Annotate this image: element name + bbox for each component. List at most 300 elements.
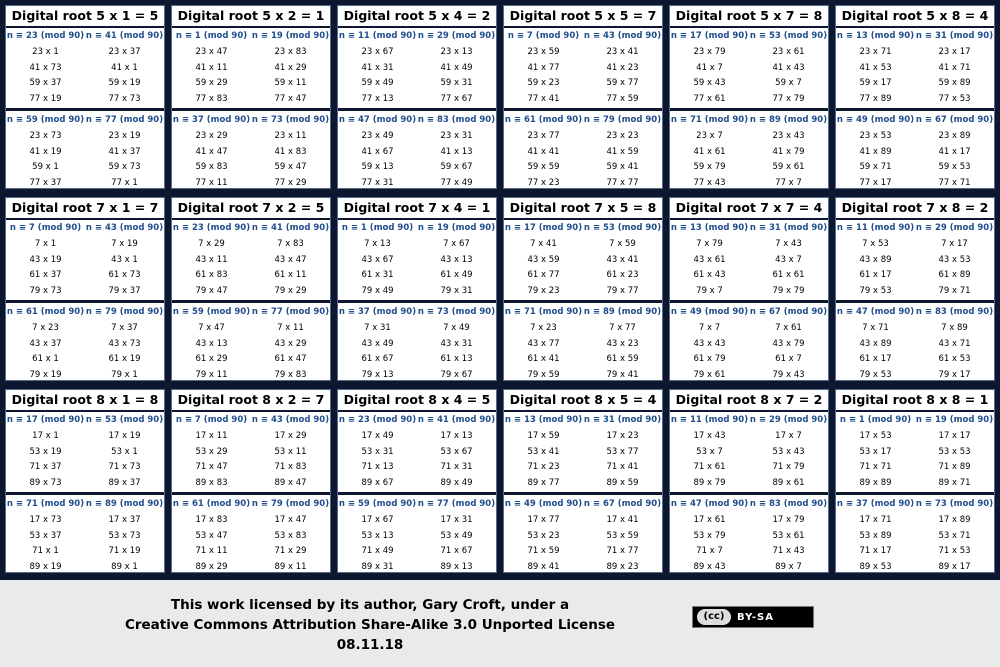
factor-pair: 59 x 41	[606, 162, 639, 172]
factor-row	[338, 476, 496, 492]
factor-pair: 53 x 61	[772, 530, 805, 541]
residue-header	[504, 496, 662, 513]
card-title: Digital root 5 x 2 = 1	[172, 6, 330, 28]
license-line-1: This work licensed by its author, Gary Croft, under a	[170, 597, 570, 613]
factor-row	[504, 529, 662, 545]
factor-pair: 43 x 23	[606, 338, 639, 349]
card-divider	[836, 300, 994, 303]
residue-group	[338, 304, 496, 381]
factor-pair: 53 x 31	[361, 446, 394, 457]
card-divider	[6, 492, 164, 495]
card-title: Digital root 7 x 8 = 2	[836, 198, 994, 220]
factor-pair: 43 x 13	[440, 254, 473, 265]
residue-group	[338, 412, 496, 491]
factor-row	[670, 253, 828, 269]
factor-pair: 77 x 1	[111, 177, 138, 188]
factor-pair: 43 x 89	[859, 254, 892, 265]
factor-row	[6, 445, 164, 461]
factor-row	[6, 92, 164, 108]
factor-pair: 41 x 23	[606, 62, 639, 73]
factor-pair: 23 x 1	[32, 47, 59, 57]
factor-pair: 7 x 13	[364, 239, 391, 249]
factor-row	[172, 352, 330, 368]
factor-row	[172, 76, 330, 92]
factor-pair: 77 x 83	[195, 93, 228, 104]
residue-header	[172, 112, 330, 129]
card-divider	[172, 492, 330, 495]
factor-pair: 59 x 49	[361, 78, 394, 88]
factor-pair: 43 x 73	[108, 338, 141, 349]
factor-pair: 23 x 53	[859, 131, 892, 141]
factor-row	[504, 160, 662, 176]
residue-header	[172, 304, 330, 321]
congruence-label: n ≡ 29 (mod 90)	[915, 223, 994, 233]
card-divider	[504, 492, 662, 495]
factor-pair: 43 x 61	[693, 254, 726, 265]
factor-pair: 61 x 73	[108, 270, 141, 280]
factor-pair: 71 x 37	[29, 462, 62, 472]
factor-row	[172, 268, 330, 284]
factor-pair: 77 x 41	[527, 93, 560, 104]
card-divider	[172, 300, 330, 303]
residue-header	[338, 220, 496, 237]
factor-row	[670, 544, 828, 560]
factor-pair: 71 x 53	[938, 546, 971, 556]
factor-pair: 61 x 67	[361, 354, 394, 364]
factor-pair: 41 x 89	[859, 146, 892, 157]
factor-pair: 79 x 19	[29, 369, 62, 380]
residue-group	[6, 220, 164, 299]
factor-pair: 77 x 17	[859, 177, 892, 188]
factor-pair: 59 x 23	[527, 78, 560, 88]
factor-pair: 71 x 17	[859, 546, 892, 556]
card-title: Digital root 5 x 5 = 7	[504, 6, 662, 28]
factor-row	[504, 513, 662, 529]
factor-row	[6, 352, 164, 368]
factor-row	[172, 284, 330, 300]
factor-pair: 77 x 11	[195, 177, 228, 188]
residue-group	[670, 112, 828, 189]
card-title: Digital root 8 x 7 = 2	[670, 390, 828, 412]
congruence-label: n ≡ 43 (mod 90)	[583, 31, 662, 41]
factor-row	[836, 560, 994, 574]
congruence-label: n ≡ 77 (mod 90)	[251, 307, 330, 317]
congruence-label: n ≡ 13 (mod 90)	[836, 31, 915, 41]
factor-pair: 53 x 43	[772, 446, 805, 457]
congruence-label: n ≡ 7 (mod 90)	[175, 415, 248, 425]
congruence-label: n ≡ 83 (mod 90)	[749, 499, 828, 509]
factor-pair: 17 x 29	[274, 431, 307, 441]
residue-header	[836, 496, 994, 513]
residue-group	[172, 412, 330, 491]
factor-row	[6, 560, 164, 574]
factor-row	[6, 61, 164, 77]
factor-row	[338, 460, 496, 476]
factor-pair: 71 x 59	[527, 546, 560, 556]
congruence-label: n ≡ 89 (mod 90)	[749, 115, 828, 125]
factor-pair: 23 x 59	[527, 47, 560, 57]
digital-root-card	[171, 389, 331, 573]
residue-group	[670, 412, 828, 491]
factor-pair: 53 x 41	[527, 446, 560, 457]
factor-pair: 17 x 79	[772, 515, 805, 525]
factor-pair: 23 x 67	[361, 47, 394, 57]
factor-row	[338, 253, 496, 269]
factor-pair: 59 x 59	[527, 162, 560, 172]
factor-row	[172, 160, 330, 176]
factor-pair: 77 x 23	[527, 177, 560, 188]
factor-row	[836, 237, 994, 253]
factor-row	[504, 321, 662, 337]
factor-pair: 43 x 31	[440, 338, 473, 349]
factor-row	[504, 268, 662, 284]
factor-pair: 17 x 77	[527, 515, 560, 525]
factor-pair: 89 x 53	[859, 561, 892, 572]
congruence-label: n ≡ 77 (mod 90)	[417, 499, 496, 509]
factor-row	[338, 352, 496, 368]
factor-row	[338, 45, 496, 61]
factor-pair: 71 x 1	[32, 546, 59, 556]
factor-pair: 59 x 47	[274, 162, 307, 172]
congruence-label: n ≡ 67 (mod 90)	[915, 115, 994, 125]
factor-pair: 17 x 89	[938, 515, 971, 525]
factor-pair: 77 x 43	[693, 177, 726, 188]
card-divider	[338, 108, 496, 111]
residue-group	[504, 412, 662, 491]
factor-row	[172, 560, 330, 574]
factor-pair: 59 x 19	[108, 78, 141, 88]
congruence-label: n ≡ 29 (mod 90)	[417, 31, 496, 41]
factor-row	[836, 337, 994, 353]
factor-row	[172, 529, 330, 545]
factor-row	[172, 237, 330, 253]
factor-pair: 79 x 11	[195, 369, 228, 380]
congruence-label: n ≡ 7 (mod 90)	[507, 31, 580, 41]
factor-pair: 61 x 31	[361, 270, 394, 280]
factor-row	[172, 129, 330, 145]
factor-pair: 71 x 83	[274, 462, 307, 472]
digital-root-card	[5, 197, 165, 381]
residue-group	[338, 496, 496, 573]
residue-group	[338, 220, 496, 299]
factor-row	[670, 337, 828, 353]
factor-pair: 89 x 41	[527, 561, 560, 572]
by-sa-label: BY-SA	[737, 611, 774, 623]
factor-pair: 59 x 13	[361, 162, 394, 172]
digital-root-card	[171, 197, 331, 381]
residue-header	[338, 496, 496, 513]
factor-pair: 59 x 89	[938, 78, 971, 88]
factor-pair: 43 x 7	[775, 254, 802, 265]
factor-pair: 89 x 11	[274, 561, 307, 572]
factor-pair: 7 x 77	[609, 323, 636, 333]
factor-pair: 23 x 83	[274, 47, 307, 57]
factor-pair: 7 x 19	[111, 239, 138, 249]
factor-row	[172, 176, 330, 190]
factor-pair: 79 x 71	[938, 285, 971, 296]
factor-row	[338, 368, 496, 382]
factor-row	[338, 61, 496, 77]
residue-group	[836, 220, 994, 299]
factor-pair: 61 x 59	[606, 354, 639, 364]
digital-root-card	[503, 197, 663, 381]
factor-pair: 43 x 13	[195, 338, 228, 349]
factor-pair: 71 x 19	[108, 546, 141, 556]
factor-row	[6, 76, 164, 92]
residue-group	[338, 112, 496, 189]
factor-row	[504, 237, 662, 253]
factor-row	[504, 145, 662, 161]
factor-pair: 77 x 71	[938, 177, 971, 188]
factor-pair: 77 x 73	[108, 93, 141, 104]
congruence-label: n ≡ 49 (mod 90)	[836, 115, 915, 125]
factor-pair: 89 x 7	[775, 561, 802, 572]
factor-row	[172, 368, 330, 382]
factor-pair: 7 x 1	[34, 239, 57, 249]
factor-row	[172, 61, 330, 77]
factor-pair: 17 x 31	[440, 515, 473, 525]
congruence-label: n ≡ 83 (mod 90)	[417, 115, 496, 125]
congruence-label: n ≡ 59 (mod 90)	[172, 307, 251, 317]
factor-row	[504, 92, 662, 108]
factor-pair: 79 x 79	[772, 285, 805, 296]
factor-row	[6, 337, 164, 353]
factor-row	[670, 176, 828, 190]
factor-pair: 79 x 49	[361, 285, 394, 296]
factor-pair: 23 x 41	[606, 47, 639, 57]
cc-by-sa-badge	[692, 606, 814, 628]
residue-group	[504, 28, 662, 107]
residue-header	[172, 28, 330, 45]
congruence-label: n ≡ 11 (mod 90)	[670, 415, 749, 425]
factor-pair: 59 x 29	[195, 78, 228, 88]
residue-group	[836, 28, 994, 107]
factor-pair: 7 x 23	[32, 323, 59, 333]
residue-header	[338, 112, 496, 129]
factor-pair: 61 x 7	[775, 354, 802, 364]
residue-header	[338, 28, 496, 45]
congruence-label: n ≡ 59 (mod 90)	[338, 499, 417, 509]
factor-pair: 53 x 71	[938, 530, 971, 541]
factor-row	[338, 268, 496, 284]
congruence-label: n ≡ 7 (mod 90)	[9, 223, 82, 233]
congruence-label: n ≡ 41 (mod 90)	[85, 31, 164, 41]
factor-pair: 89 x 43	[693, 561, 726, 572]
factor-pair: 61 x 11	[274, 270, 307, 280]
factor-row	[504, 61, 662, 77]
card-divider	[338, 300, 496, 303]
factor-pair: 43 x 89	[859, 338, 892, 349]
congruence-label: n ≡ 71 (mod 90)	[504, 307, 583, 317]
factor-pair: 79 x 29	[274, 285, 307, 296]
factor-pair: 61 x 17	[859, 270, 892, 280]
factor-row	[836, 253, 994, 269]
factor-row	[836, 61, 994, 77]
factor-row	[338, 544, 496, 560]
factor-pair: 71 x 43	[772, 546, 805, 556]
factor-row	[172, 145, 330, 161]
factor-pair: 23 x 89	[938, 131, 971, 141]
factor-pair: 79 x 31	[440, 285, 473, 296]
factor-pair: 17 x 49	[361, 431, 394, 441]
factor-pair: 41 x 11	[195, 62, 228, 73]
factor-pair: 23 x 11	[274, 131, 307, 141]
digital-root-card	[503, 389, 663, 573]
factor-pair: 7 x 61	[775, 323, 802, 333]
congruence-label: n ≡ 1 (mod 90)	[341, 223, 414, 233]
factor-row	[670, 145, 828, 161]
factor-row	[836, 368, 994, 382]
factor-row	[172, 445, 330, 461]
factor-pair: 7 x 79	[696, 239, 723, 249]
residue-group	[836, 496, 994, 573]
factor-pair: 23 x 77	[527, 131, 560, 141]
factor-pair: 7 x 17	[941, 239, 968, 249]
factor-pair: 43 x 77	[527, 338, 560, 349]
factor-row	[6, 513, 164, 529]
factor-pair: 79 x 7	[696, 285, 723, 296]
congruence-label: n ≡ 83 (mod 90)	[915, 307, 994, 317]
factor-pair: 41 x 49	[440, 62, 473, 73]
congruence-label: n ≡ 17 (mod 90)	[670, 31, 749, 41]
factor-pair: 77 x 31	[361, 177, 394, 188]
congruence-label: n ≡ 89 (mod 90)	[85, 499, 164, 509]
factor-pair: 59 x 71	[859, 162, 892, 172]
factor-row	[6, 284, 164, 300]
factor-pair: 41 x 59	[606, 146, 639, 157]
factor-pair: 7 x 59	[609, 239, 636, 249]
congruence-label: n ≡ 31 (mod 90)	[583, 415, 662, 425]
factor-pair: 43 x 1	[111, 254, 138, 265]
congruence-label: n ≡ 11 (mod 90)	[836, 223, 915, 233]
factor-pair: 79 x 67	[440, 369, 473, 380]
congruence-label: n ≡ 73 (mod 90)	[915, 499, 994, 509]
factor-pair: 43 x 41	[606, 254, 639, 265]
factor-pair: 61 x 47	[274, 354, 307, 364]
congruence-label: n ≡ 61 (mod 90)	[172, 499, 251, 509]
factor-pair: 41 x 53	[859, 62, 892, 73]
factor-row	[172, 45, 330, 61]
factor-row	[6, 145, 164, 161]
congruence-label: n ≡ 23 (mod 90)	[6, 31, 85, 41]
factor-row	[670, 445, 828, 461]
digital-root-card	[5, 5, 165, 189]
congruence-label: n ≡ 71 (mod 90)	[6, 499, 85, 509]
factor-pair: 43 x 11	[195, 254, 228, 265]
factor-pair: 89 x 1	[111, 561, 138, 572]
factor-pair: 89 x 83	[195, 477, 228, 488]
card-divider	[670, 108, 828, 111]
factor-pair: 59 x 37	[29, 78, 62, 88]
factor-pair: 7 x 29	[198, 239, 225, 249]
factor-pair: 41 x 41	[527, 146, 560, 157]
factor-row	[504, 253, 662, 269]
factor-pair: 77 x 61	[693, 93, 726, 104]
residue-group	[670, 28, 828, 107]
factor-row	[670, 92, 828, 108]
residue-header	[6, 112, 164, 129]
factor-pair: 71 x 61	[693, 462, 726, 472]
factor-pair: 79 x 37	[108, 285, 141, 296]
factor-row	[172, 92, 330, 108]
congruence-label: n ≡ 41 (mod 90)	[251, 223, 330, 233]
factor-pair: 23 x 7	[696, 131, 723, 141]
card-title: Digital root 5 x 4 = 2	[338, 6, 496, 28]
factor-pair: 43 x 37	[29, 338, 62, 349]
factor-pair: 53 x 67	[440, 446, 473, 457]
factor-row	[670, 160, 828, 176]
factor-row	[836, 176, 994, 190]
factor-pair: 53 x 1	[111, 446, 138, 457]
card-title: Digital root 8 x 8 = 1	[836, 390, 994, 412]
factor-row	[670, 476, 828, 492]
factor-pair: 79 x 53	[859, 369, 892, 380]
factor-row	[172, 513, 330, 529]
factor-pair: 77 x 49	[440, 177, 473, 188]
factor-row	[836, 476, 994, 492]
factor-row	[172, 253, 330, 269]
factor-pair: 61 x 61	[772, 270, 805, 280]
congruence-label: n ≡ 13 (mod 90)	[670, 223, 749, 233]
factor-pair: 53 x 23	[527, 530, 560, 541]
congruence-label: n ≡ 37 (mod 90)	[836, 499, 915, 509]
factor-pair: 43 x 49	[361, 338, 394, 349]
factor-pair: 71 x 73	[108, 462, 141, 472]
factor-pair: 7 x 89	[941, 323, 968, 333]
factor-row	[836, 76, 994, 92]
factor-pair: 77 x 53	[938, 93, 971, 104]
congruence-label: n ≡ 19 (mod 90)	[251, 31, 330, 41]
factor-pair: 61 x 43	[693, 270, 726, 280]
factor-pair: 7 x 71	[862, 323, 889, 333]
congruence-label: n ≡ 37 (mod 90)	[338, 307, 417, 317]
factor-pair: 17 x 7	[775, 431, 802, 441]
factor-pair: 17 x 13	[440, 431, 473, 441]
factor-row	[836, 284, 994, 300]
factor-pair: 79 x 1	[111, 369, 138, 380]
factor-pair: 43 x 29	[274, 338, 307, 349]
factor-row	[338, 513, 496, 529]
factor-pair: 61 x 1	[32, 354, 59, 364]
factor-pair: 89 x 73	[29, 477, 62, 488]
factor-pair: 61 x 49	[440, 270, 473, 280]
digital-root-card	[337, 197, 497, 381]
factor-pair: 41 x 73	[29, 62, 62, 73]
congruence-label: n ≡ 49 (mod 90)	[670, 307, 749, 317]
factor-pair: 77 x 29	[274, 177, 307, 188]
factor-pair: 17 x 53	[859, 431, 892, 441]
factor-pair: 77 x 59	[606, 93, 639, 104]
factor-row	[836, 429, 994, 445]
factor-pair: 41 x 17	[938, 146, 971, 157]
factor-pair: 59 x 67	[440, 162, 473, 172]
congruence-label: n ≡ 73 (mod 90)	[251, 115, 330, 125]
factor-pair: 53 x 73	[108, 530, 141, 541]
factor-pair: 71 x 11	[195, 546, 228, 556]
factor-pair: 61 x 77	[527, 270, 560, 280]
congruence-label: n ≡ 47 (mod 90)	[836, 307, 915, 317]
digital-root-card	[835, 389, 995, 573]
congruence-label: n ≡ 61 (mod 90)	[6, 307, 85, 317]
factor-pair: 79 x 59	[527, 369, 560, 380]
factor-pair: 61 x 23	[606, 270, 639, 280]
factor-pair: 79 x 41	[606, 369, 639, 380]
residue-header	[504, 220, 662, 237]
residue-group	[172, 496, 330, 573]
factor-pair: 59 x 43	[693, 78, 726, 88]
congruence-label: n ≡ 23 (mod 90)	[338, 415, 417, 425]
congruence-label: n ≡ 53 (mod 90)	[583, 223, 662, 233]
